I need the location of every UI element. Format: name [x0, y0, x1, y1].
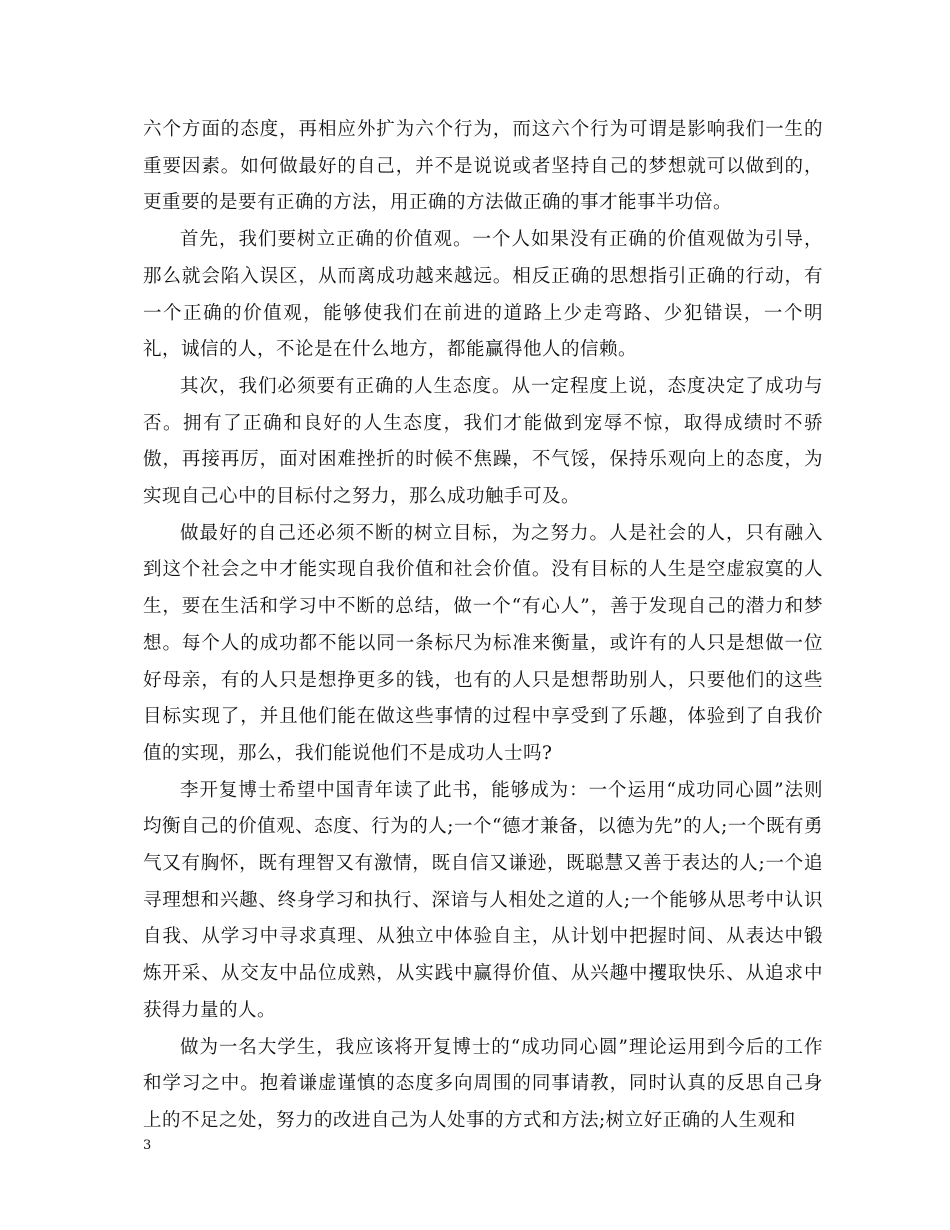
document-body	[143, 112, 823, 1140]
paragraph-5: 李开复博士希望中国青年读了此书，能够成为：一个运用“成功同心圆”法则均衡自己的价值观、态度、行为的人;一个“德才兼备，以德为先”的人;一个既有勇气又有胸怀，既有理智又有激情，既自信又谦逊，既聪慧又善于表达的人;一个追寻理想和兴趣、终身学习和执行、深谙与人相处之道的人;一个能够从思考中认识自我、从学习中寻求真理、从独立中体验自主，从计划中把握时间、从表达中锻炼开采、从交友中品位成熟，从实践中赢得价值、从兴趣中攫取快乐、从追求中获得力量的人。	[143, 779, 823, 1021]
page-number: 3	[143, 1138, 152, 1153]
paragraph-3: 其次，我们必须要有正确的人生态度。从一定程度上说，态度决定了成功与否。拥有了正确和良好的人生态度，我们才能做到宠辱不惊，取得成绩时不骄傲，再接再厉，面对困难挫折的时候不焦躁，不气馁，保持乐观向上的态度，为实现自己心中的目标付之努力，那么成功触手可及。	[143, 375, 823, 508]
paragraph-1: 六个方面的态度，再相应外扩为六个行为，而这六个行为可谓是影响我们一生的重要因素。如何做最好的自己，并不是说说或者坚持自己的梦想就可以做到的，更重要的是要有正确的方法，用正确的方法做正确的事才能事半功倍。	[143, 119, 823, 214]
paragraph-4: 做最好的自己还必须不断的树立目标，为之努力。人是社会的人，只有融入到这个社会之中才能实现自我价值和社会价值。没有目标的人生是空虚寂寞的人生，要在生活和学习中不断的总结，做一个“有心人”，善于发现自己的潜力和梦想。每个人的成功都不能以同一条标尺为标准来衡量，或许有的人只是想做一位好母亲，有的人只是想挣更多的钱，也有的人只是想帮助别人，只要他们的这些目标实现了，并且他们能在做这些事情的过程中享受到了乐趣，体验到了自我价值的实现，那么，我们能说他们不是成功人士吗?	[143, 522, 823, 764]
paragraph-6: 做为一名大学生，我应该将开复博士的“成功同心圆”理论运用到今后的工作和学习之中。抱着谦虚谨慎的态度多向周围的同事请教，同时认真的反思自己身上的不足之处，努力的改进自己为人处事的方式和方法;树立好正确的人生观和	[143, 1036, 823, 1131]
paragraph-2: 首先，我们要树立正确的价值观。一个人如果没有正确的价值观做为引导，那么就会陷入误区，从而离成功越来越远。相反正确的思想指引正确的行动，有一个正确的价值观，能够使我们在前进的道路上少走弯路、少犯错误，一个明礼，诚信的人，不论是在什么地方，都能赢得他人的信赖。	[143, 229, 823, 361]
